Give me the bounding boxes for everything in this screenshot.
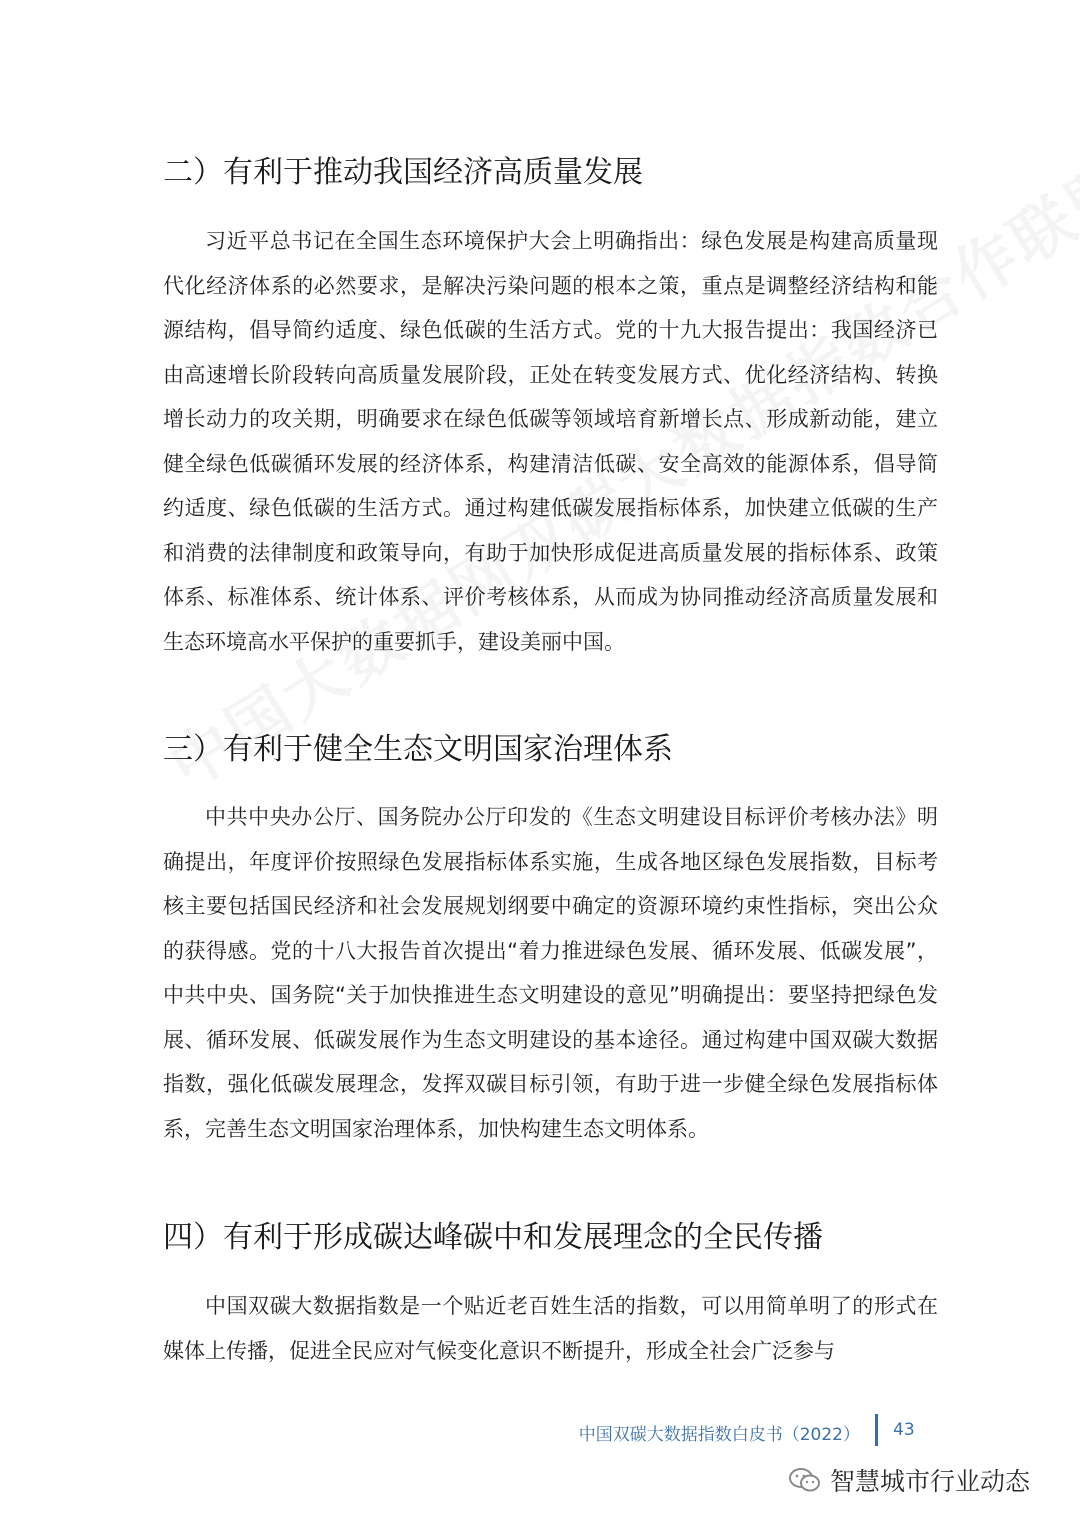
section-paragraph-4: 中国双碳大数据指数是一个贴近老百姓生活的指数，可以用简单明了的形式在媒体上传播，促进全民应对气候变化意识不断提升，形成全社会广泛参与 xyxy=(163,1294,938,1363)
brand-watermark xyxy=(788,1462,1030,1498)
section-heading-4: 四）有利于形成碳达峰碳中和发展理念的全民传播 xyxy=(163,1220,823,1255)
section-heading-3: 三）有利于健全生态文明国家治理体系 xyxy=(163,732,673,767)
page-number: 43 xyxy=(893,1420,915,1440)
section-paragraph-3: 中共中央办公厅、国务院办公厅印发的《生态文明建设目标评价考核办法》明确提出，年度评价按照绿色发展指标体系实施，生成各地区绿色发展指数，目标考核主要包括国民经济和社会发展规划纲要中确定的资源环境约束性指标，突出公众的获得感。党的十八大报告首次提出“着力推进绿色发展、循环发展、低碳发展”，中共中央、国务院“关于加快推进生态文明建设的意见”明确提出：要坚持把绿色发展、循环发展、低碳发展作为生态文明建设的基本途径。通过构建中国双碳大数据指数，强化低碳发展理念，发挥双碳目标引领，有助于进一步健全绿色发展指标体系，完善生态文明国家治理体系，加快构建生态文明体系。 xyxy=(163,805,938,1141)
wechat-icon xyxy=(788,1467,822,1493)
section-paragraph-2: 习近平总书记在全国生态环境保护大会上明确指出：绿色发展是构建高质量现代化经济体系的必然要求，是解决污染问题的根本之策，重点是调整经济结构和能源结构，倡导简约适度、绿色低碳的生活方式。党的十九大报告提出：我国经济已由高速增长阶段转向高质量发展阶段，正处在转变发展方式、优化经济结构、转换增长动力的攻关期，明确要求在绿色低碳等领域培育新增长点、形成新动能，建立健全绿色低碳循环发展的经济体系，构建清洁低碳、安全高效的能源体系，倡导简约适度、绿色低碳的生活方式。通过构建低碳发展指标体系，加快建立低碳的生产和消费的法律制度和政策导向，有助于加快形成促进高质量发展的指标体系、政策体系、标准体系、统计体系、评价考核体系，从而成为协同推动经济高质量发展和生态环境高水平保护的重要抓手，建设美丽中国。 xyxy=(163,229,938,654)
section-heading-2: 二）有利于推动我国经济高质量发展 xyxy=(163,155,643,190)
brand-name: 智慧城市行业动态 xyxy=(830,1467,1031,1496)
footer-title: 中国双碳大数据指数白皮书（2022） xyxy=(578,1425,860,1445)
footer-divider xyxy=(875,1414,878,1446)
